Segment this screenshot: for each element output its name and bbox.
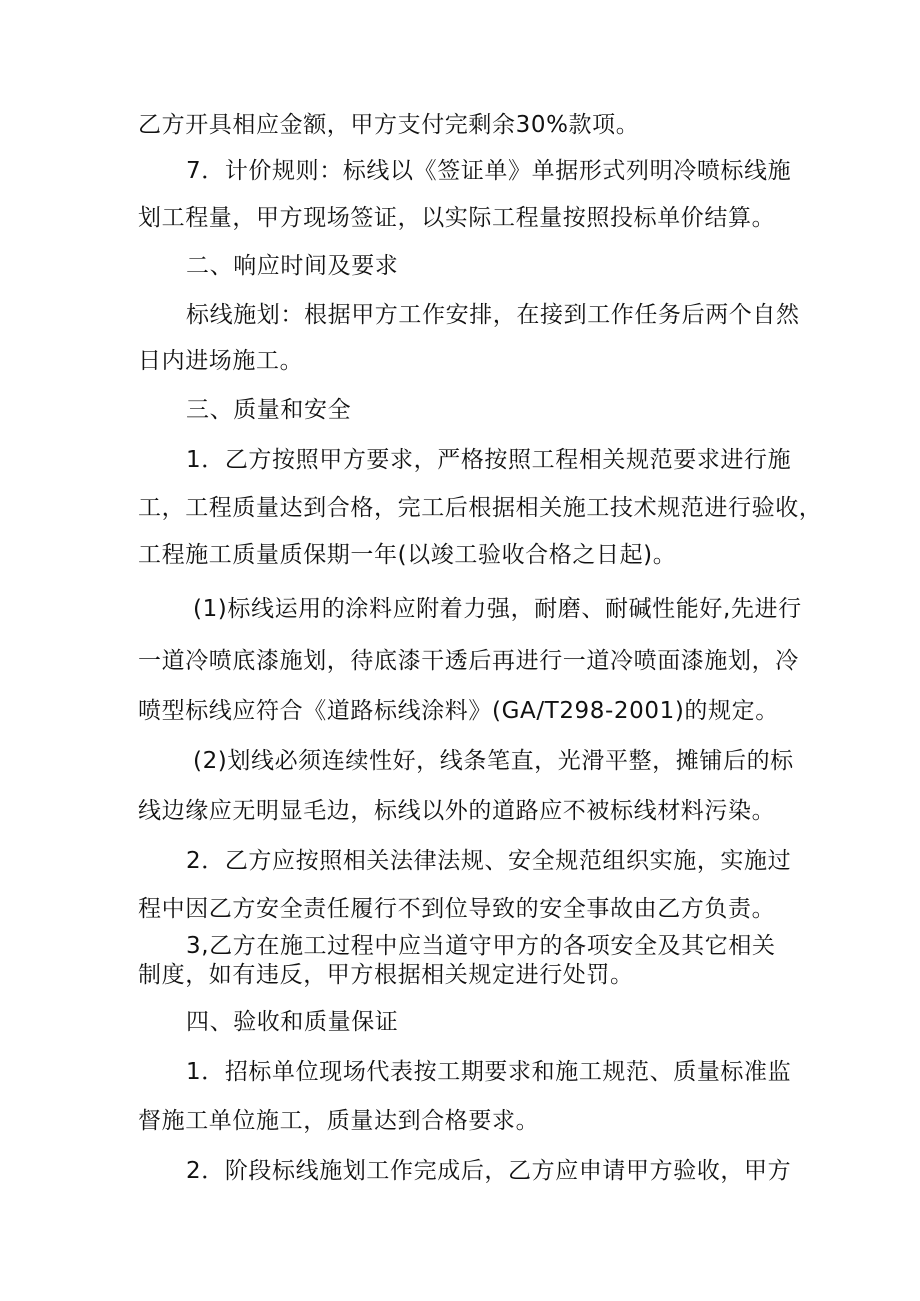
text-line: 2．乙方应按照相关法律法规、安全规范组织实施，实施过 <box>186 848 792 874</box>
text-line: 2．阶段标线施划工作完成后，乙方应申请甲方验收，甲方 <box>186 1158 792 1184</box>
text-line: 日内进场施工。 <box>138 348 304 374</box>
text-line: 1．招标单位现场代表按工期要求和施工规范、质量标准监 <box>186 1059 792 1085</box>
text-line: 工程施工质量质保期一年(以竣工验收合格之日起)。 <box>138 542 677 568</box>
text-line: 督施工单位施工，质量达到合格要求。 <box>138 1108 540 1134</box>
text-line: 1．乙方按照甲方要求，严格按照工程相关规范要求进行施 <box>186 447 792 473</box>
text-line: 程中因乙方安全责任履行不到位导致的安全事故由乙方负责。 <box>138 896 776 922</box>
text-line: 乙方开具相应金额，甲方支付完剩余30%款项。 <box>138 112 640 138</box>
text-line: 喷型标线应符合《道路标线涂料》(GA/T298-2001)的规定。 <box>138 698 779 724</box>
text-line: 3,乙方在施工过程中应当道守甲方的各项安全及其它相关 <box>186 933 776 959</box>
section-heading: 二、响应时间及要求 <box>186 253 399 279</box>
text-line: 划工程量，甲方现场签证，以实际工程量按照投标单价结算。 <box>138 205 776 231</box>
text-line: 7．计价规则：标线以《签证单》单据形式列明冷喷标线施 <box>186 158 792 184</box>
text-line: 工，工程质量达到合格，完工后根据相关施工技术规范进行验收， <box>138 495 823 521</box>
text-line: 标线施划：根据甲方工作安排，在接到工作任务后两个自然 <box>186 302 800 328</box>
text-line: (2)划线必须连续性好，线条笔直，光滑平整，摊铺后的标 <box>193 748 794 774</box>
section-heading: 三、质量和安全 <box>186 397 352 423</box>
text-line: 一道冷喷底漆施划，待底漆干透后再进行一道冷喷面漆施划，冷 <box>138 648 799 674</box>
text-line: 制度，如有违反，甲方根据相关规定进行处罚。 <box>138 962 634 988</box>
text-line: (1)标线运用的涂料应附着力强，耐磨、耐碱性能好,先进行 <box>193 596 802 622</box>
text-line: 线边缘应无明显毛边，标线以外的道路应不被标线材料污染。 <box>138 798 776 824</box>
section-heading: 四、验收和质量保证 <box>186 1009 399 1035</box>
